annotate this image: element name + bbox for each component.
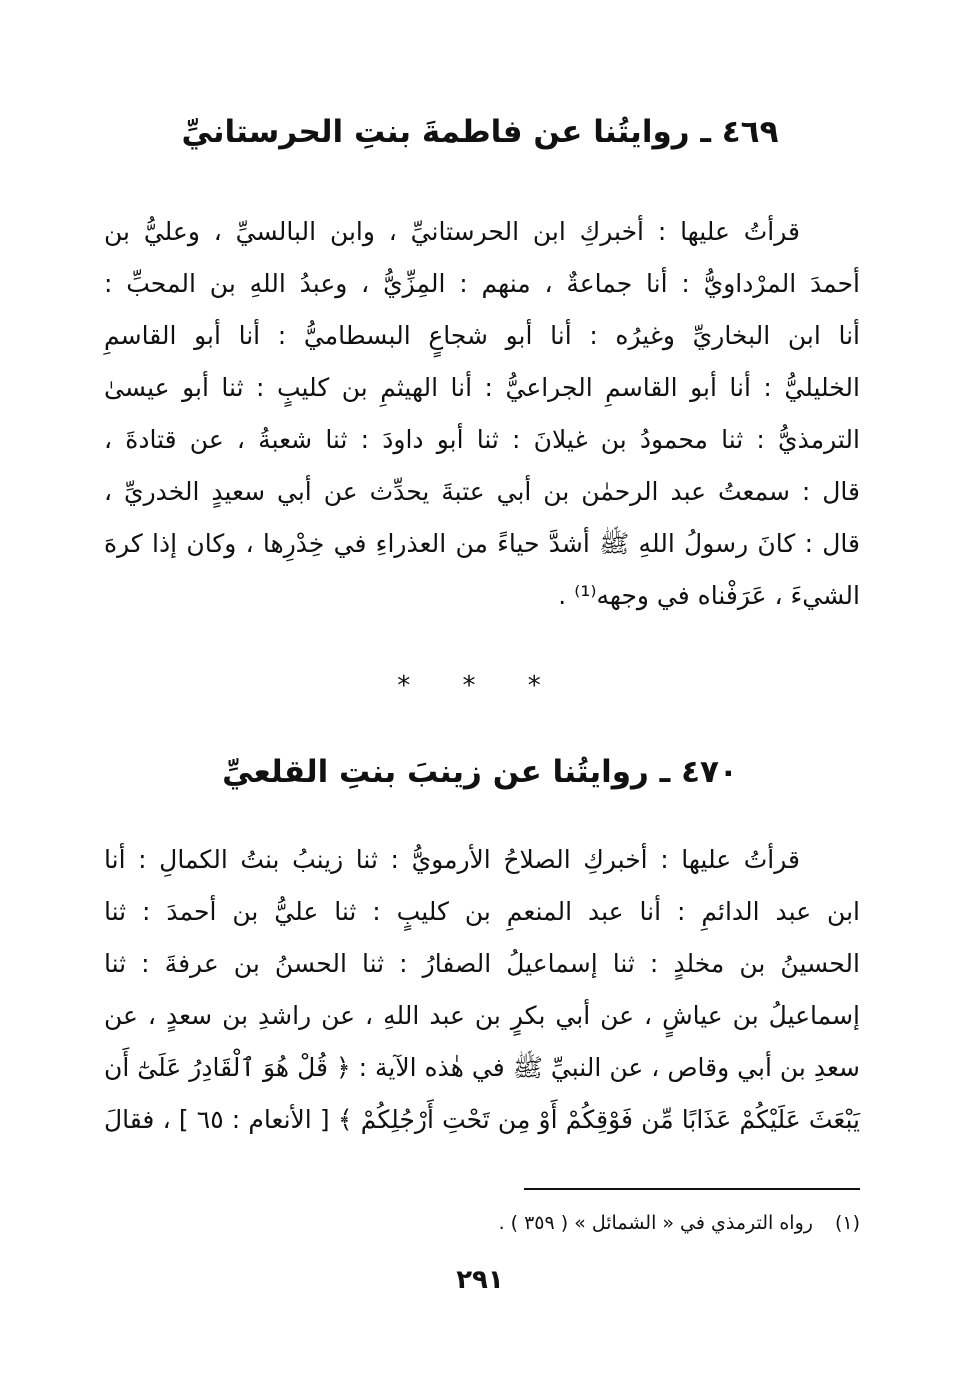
page-number: ٢٩١ [456, 1265, 504, 1295]
text-line: أنا ابن البخاريِّ وغيرُه : أنا أبو شجاعٍ البسطاميُّ : أنا أبو القاسمِ [104, 321, 860, 350]
text-line: الشيءَ ، عَرَفْناه في وجهه⁽¹⁾ . [558, 581, 860, 610]
footnote [400, 1208, 860, 1238]
footnote-text: رواه الترمذي في « الشمائل » ( ٣٥٩ ) . [498, 1212, 813, 1234]
text-line: يَبْعَثَ عَلَيْكُمْ عَذَابًا مِّن فَوْقِكُمْ أَوْ مِن تَحْتِ أَرْجُلِكُمْ ﴾ [ الأنعام : ٦٥ ] ، فقالَ [104, 1105, 860, 1134]
text-line: سعدِ بن أبي وقاص ، عن النبيِّ ﷺ في هٰذه الآية : ﴿ قُلْ هُوَ ٱلْقَادِرُ عَلَىٰٓ أَن [104, 1053, 860, 1082]
footnote-divider [524, 1188, 860, 1190]
text-line: قال : سمعتُ عبد الرحمٰن بن أبي عتبةَ يحدِّث عن أبي سعيدٍ الخدريِّ ، [104, 477, 860, 506]
footnote-number: (١) [834, 1212, 860, 1234]
text-line: قرأتُ عليها : أخبركِ الصلاحُ الأرمويُّ : ثنا زينبُ بنتُ الكمالِ : أنا [104, 845, 800, 874]
text-line: الترمذيُّ : ثنا محمودُ بن غيلانَ : ثنا أبو داودَ : ثنا شعبةُ ، عن قتادةَ ، [104, 425, 860, 454]
text-line: قرأتُ عليها : أخبركِ ابن الحرستانيِّ ، وابن البالسيِّ ، وعليُّ بن [104, 217, 800, 246]
section-separator: * * * [397, 671, 563, 701]
section-heading-469: ٤٦٩ ـ روايتُنا عن فاطمةَ بنتِ الحرستانيِّ [181, 114, 779, 150]
section-heading-470: ٤٧٠ ـ روايتُنا عن زينبَ بنتِ القلعيِّ [222, 754, 738, 790]
text-line: إسماعيلُ بن عياشٍ ، عن أبي بكرٍ بن عبد اللهِ ، عن راشدِ بن سعدٍ ، عن [104, 1001, 860, 1030]
text-line: قال : كانَ رسولُ اللهِ ﷺ أشدَّ حياءً من العذراءِ في خِدْرِها ، وكان إذا كرهَ [104, 529, 860, 558]
section-body-469 [104, 206, 860, 622]
text-line: الخليليُّ : أنا أبو القاسمِ الجراعيُّ : أنا الهيثمِ بن كليبٍ : ثنا أبو عيسىٰ [104, 373, 860, 402]
section-body-470 [104, 834, 860, 1146]
text-line: ابن عبد الدائمِ : أنا عبد المنعمِ بن كليبٍ : ثنا عليُّ بن أحمدَ : ثنا [104, 897, 860, 926]
text-line: الحسينُ بن مخلدٍ : ثنا إسماعيلُ الصفارُ : ثنا الحسنُ بن عرفةَ : ثنا [104, 949, 860, 978]
text-line: أحمدَ المرْداويُّ : أنا جماعةٌ ، منهم : المِزِّيُّ ، وعبدُ اللهِ بن المحبِّ : [104, 269, 860, 298]
